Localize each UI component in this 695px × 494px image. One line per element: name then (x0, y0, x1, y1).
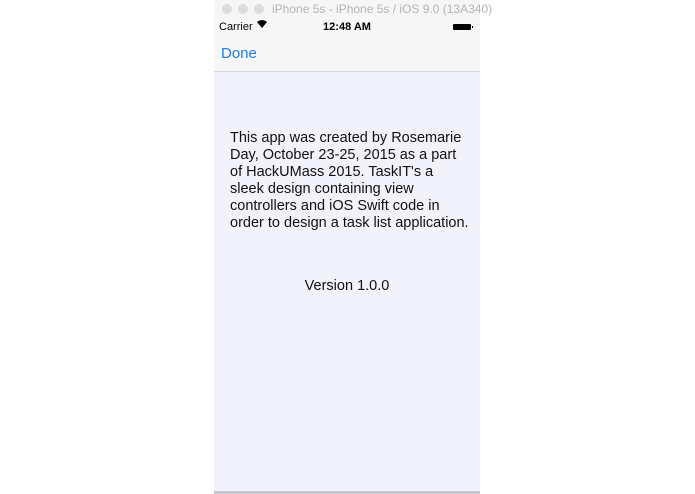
minimize-window-button[interactable] (238, 4, 248, 14)
close-window-button[interactable] (222, 4, 232, 14)
navigation-bar (214, 37, 480, 72)
status-time: 12:48 AM (323, 21, 371, 33)
carrier-label: Carrier (219, 21, 253, 33)
simulator-window (214, 0, 493, 494)
window-title: iPhone 5s - iPhone 5s / iOS 9.0 (13A340) (272, 2, 493, 16)
about-description: This app was created by Rosemarie Day, October 23-25, 2015 as a part of HackUMass 2015. TaskIT's a sleek design containing view controllers and iOS Swift code in order to design a task list application. (230, 130, 469, 231)
battery-icon (453, 24, 471, 30)
window-title-bar (214, 0, 493, 17)
zoom-window-button[interactable] (254, 4, 264, 14)
status-bar (214, 17, 480, 37)
done-button[interactable]: Done (221, 45, 257, 62)
version-label: Version 1.0.0 (304, 278, 390, 294)
